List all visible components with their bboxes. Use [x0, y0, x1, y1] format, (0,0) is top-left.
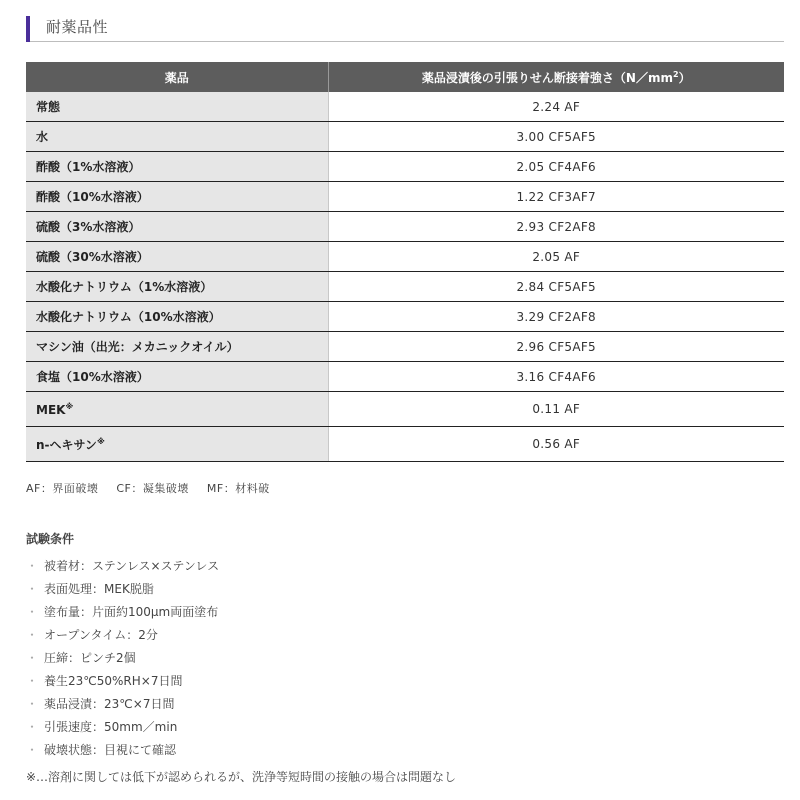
- table-row: [26, 332, 784, 362]
- footnote-mark: ※: [65, 401, 74, 411]
- strength-value: 2.84 CF5AF5: [328, 272, 784, 302]
- list-item: [26, 625, 219, 648]
- strength-value: 3.29 CF2AF8: [328, 302, 784, 332]
- chemical-name: 酢酸（10%水溶液）: [26, 182, 328, 212]
- list-item: [26, 717, 219, 740]
- heading-accent-bar: [26, 16, 30, 42]
- list-item: [26, 740, 219, 763]
- condition-text: 養生23℃50%RH×7日間: [44, 674, 183, 688]
- table-row: [26, 122, 784, 152]
- list-item: [26, 648, 219, 671]
- table-row: [26, 302, 784, 332]
- chemical-name: [26, 427, 328, 462]
- test-conditions-list: [26, 556, 219, 763]
- test-conditions-title: 試験条件: [26, 532, 75, 546]
- list-item: [26, 671, 219, 694]
- strength-value: 2.24 AF: [328, 92, 784, 122]
- header-strength: 薬品浸漬後の引張りせん断接着強さ$(N/mm^2)$: [328, 62, 784, 92]
- table-row: [26, 242, 784, 272]
- strength-value: 2.93 CF2AF8: [328, 212, 784, 242]
- chemical-name: 酢酸（1%水溶液）: [26, 152, 328, 182]
- bullet-mark: ・: [26, 582, 39, 596]
- chemical-name: 水: [26, 122, 328, 152]
- bullet-mark: ・: [26, 651, 39, 665]
- table-row: [26, 272, 784, 302]
- chemical-name: 水酸化ナトリウム（1%水溶液）: [26, 272, 328, 302]
- chemical-name: マシン油（出光：メカニックオイル）: [26, 332, 328, 362]
- strength-value: 2.05 AF: [328, 242, 784, 272]
- condition-text: 表面処理：MEK脱脂: [44, 582, 154, 596]
- chemical-name: 硫酸（30%水溶液）: [26, 242, 328, 272]
- chemical-name-text: n-ヘキサン: [36, 437, 97, 452]
- list-item: [26, 602, 219, 625]
- table-row: [26, 92, 784, 122]
- strength-value: 0.56 AF: [328, 427, 784, 462]
- footnote-mark: ※: [96, 436, 105, 446]
- condition-text: 被着材：ステンレス×ステンレス: [44, 559, 220, 573]
- condition-text: 塗布量：片面約100μm両面塗布: [44, 605, 219, 619]
- legend-mf: MF：材料破: [206, 482, 270, 495]
- chemical-resistance-table: [26, 62, 784, 462]
- section-heading: [26, 12, 784, 42]
- table-row: [26, 392, 784, 427]
- list-item: [26, 694, 219, 717]
- strength-value: 3.00 CF5AF5: [328, 122, 784, 152]
- table-row: [26, 427, 784, 462]
- chemical-name: 硫酸（3%水溶液）: [26, 212, 328, 242]
- condition-text: 引張速度：50mm／min: [44, 720, 178, 734]
- condition-text: 薬品浸漬：23℃×7日間: [44, 697, 175, 711]
- chemical-name-text: MEK: [36, 402, 66, 417]
- header-chemical: 薬品: [26, 62, 328, 92]
- strength-value: 2.05 CF4AF6: [328, 152, 784, 182]
- bullet-mark: ・: [26, 697, 39, 711]
- bullet-mark: ・: [26, 743, 39, 757]
- bullet-mark: ・: [26, 605, 39, 619]
- chemical-name: 常態: [26, 92, 328, 122]
- table-row: [26, 182, 784, 212]
- legend-cf: CF：凝集破壊: [116, 482, 189, 495]
- section-title: 耐薬品性: [46, 18, 109, 36]
- legend-af: AF：界面破壊: [26, 482, 99, 495]
- bullet-mark: ・: [26, 559, 39, 573]
- condition-text: 破壊状態：目視にて確認: [44, 743, 177, 757]
- bullet-mark: ・: [26, 720, 39, 734]
- strength-value: 1.22 CF3AF7: [328, 182, 784, 212]
- list-item: [26, 579, 219, 602]
- chemical-name: 水酸化ナトリウム（10%水溶液）: [26, 302, 328, 332]
- strength-value: 0.11 AF: [328, 392, 784, 427]
- table-row: [26, 152, 784, 182]
- condition-text: 圧締：ピンチ2個: [44, 651, 136, 665]
- strength-value: 2.96 CF5AF5: [328, 332, 784, 362]
- list-item: [26, 556, 219, 579]
- failure-mode-legend: [26, 480, 284, 496]
- strength-value: 3.16 CF4AF6: [328, 362, 784, 392]
- chemical-name: 食塩（10%水溶液）: [26, 362, 328, 392]
- solvent-footnote: ※…溶剤に関しては低下が認められるが、洗浄等短時間の接触の場合は問題なし: [26, 770, 457, 784]
- table-row: [26, 212, 784, 242]
- bullet-mark: ・: [26, 674, 39, 688]
- table-row: [26, 362, 784, 392]
- table-header-row: [26, 62, 784, 92]
- chemical-name: [26, 392, 328, 427]
- condition-text: オープンタイム：2分: [44, 628, 158, 642]
- bullet-mark: ・: [26, 628, 39, 642]
